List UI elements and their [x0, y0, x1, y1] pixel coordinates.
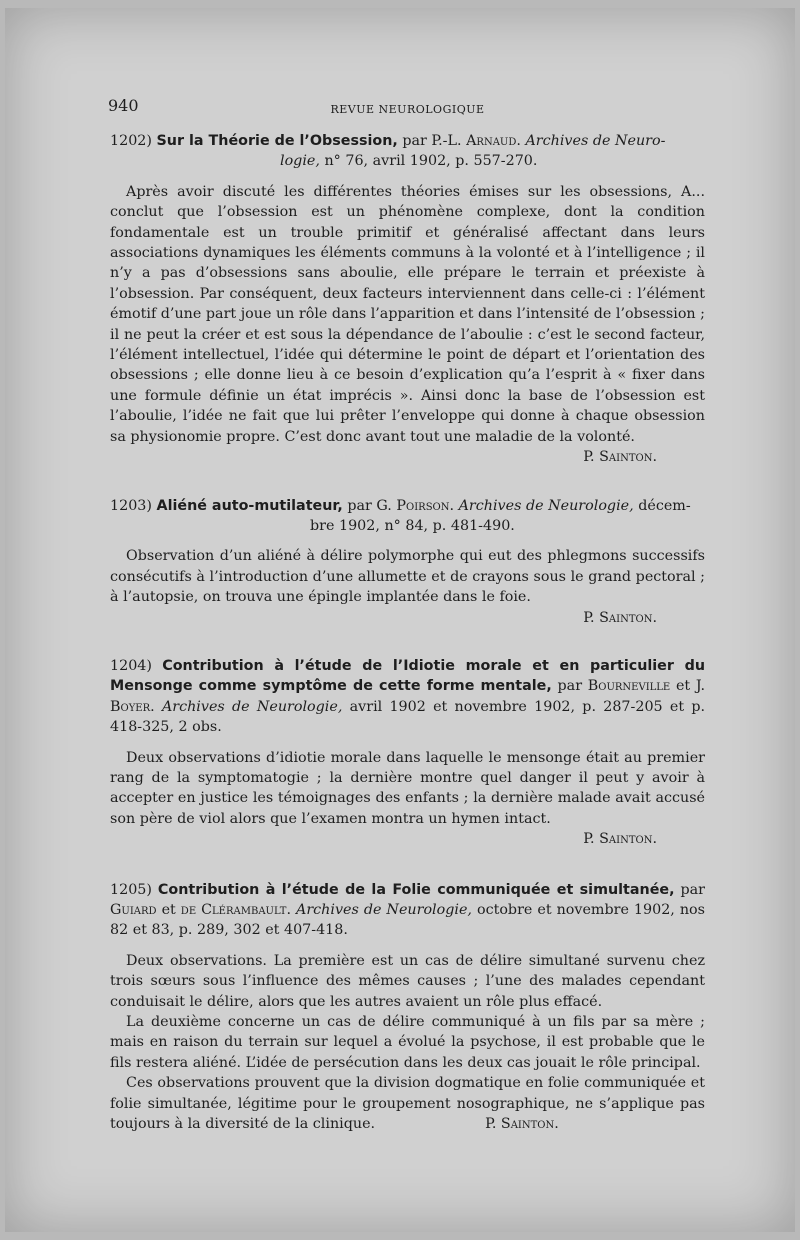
entry-journal: Archives de Neurologie, — [296, 902, 472, 918]
entry-1205 — [110, 880, 705, 1135]
entry-details: octobre et novembre 1902, nos 82 et 83, p. 289, 302 et 407-418. — [110, 902, 705, 939]
entry-citation: 1205) Contribution à l’étude de la Folie communiquée et simultanée, par Guiard et de Clérambault. Archives de Neurologie, octobre et novembre 1902, nos 82 et 83, p. 289, 302 et 407-418. — [110, 881, 706, 939]
entry-citation: 1204) Contribution à l’étude de l’Idiotie morale et en particulier du Mensonge comme symptôme de cette forme mentale, par Bourneville et J. Boyer. Archives de Neurologie, avril 1902 et novembre 1902, p. 287-205 et p. 418-325, 2 obs. — [110, 657, 706, 736]
entry-author: Poirson. — [396, 497, 455, 514]
entry-journal: Archives de Neurologie, — [161, 698, 343, 715]
entry-journal: Archives de Neurologie, — [458, 497, 634, 514]
entry-details: n° 76, avril 1902, p. 557-270. — [324, 153, 538, 170]
entry-paragraph: Deux observations. La première est un cas de délire simultané survenu chez trois sœurs sous l’influence des mêmes causes ; l’une des malades cependant conduisait le délire, alors que les autres avaient un rôle plus effacé. — [110, 952, 705, 1010]
entry-number: 1205) — [110, 881, 152, 898]
entry-title: Contribution à l’étude de l’Idiotie morale et en particulier du Mensonge comme symptôme de cette forme mentale, — [110, 657, 706, 695]
entry-details: bre 1902, n° 84, p. 481-490. — [310, 517, 515, 534]
entry-author: Arnaud. — [466, 133, 521, 149]
page-number: 940 — [108, 96, 139, 115]
entry-number: 1203) — [110, 497, 152, 514]
entry-paragraph: Ces observations prouvent que la division dogmatique en folie communiquée et folie simultanée, légitime pour le groupement nosographique, ne s’applique pas toujours à la diversité de la clinique. P. Sainton. — [110, 1075, 705, 1133]
entry-title: Sur la Théorie de l’Obsession, — [156, 133, 398, 149]
entry-author: Bourneville — [587, 678, 671, 695]
entry-title: Aliéné auto-mutilateur, — [156, 497, 343, 514]
entry-author: Guiard — [110, 902, 157, 918]
entry-details: avril 1902 et novembre 1902, p. 287-205 et p. 418-325, 2 obs. — [110, 698, 706, 736]
page-text — [110, 96, 705, 1134]
entry-paragraph: Observation d’un aliéné à délire polymorphe qui eut des phlegmons successifs consécutifs à l’introduction d’une allumette et de crayons sous le grand pectoral ; à l’autopsie, on trouva une épingle implantée dans le foie. — [110, 548, 705, 606]
entry-signature: P. Sainton. — [583, 609, 657, 626]
entry-author: Boyer. — [110, 698, 155, 715]
entry-author: de Clérambault. — [180, 902, 292, 918]
entry-number: 1202) — [110, 133, 152, 149]
entry-paragraph: Deux observations d’idiotie morale dans laquelle le mensonge était au premier rang de la symptomatogie ; la dernière montre quel danger il peut y avoir à accepter en justice les témoignages des enfants ; la dernière malade avait accusé son père de viol alors que l’examen montra un hymen intact. — [110, 749, 705, 827]
entry-1203 — [110, 496, 705, 628]
journal-page — [5, 8, 795, 1232]
entry-1204 — [110, 656, 705, 850]
entry-signature: P. Sainton. — [485, 1116, 559, 1133]
entry-citation: 1203) Aliéné auto-mutilateur, par G. Poirson. Archives de Neurologie, décem- — [110, 497, 691, 514]
entry-number: 1204) — [110, 657, 152, 674]
entry-title: Contribution à l’étude de la Folie communiquée et simultanée, — [157, 881, 675, 898]
entry-paragraph: Après avoir discuté les différentes théories émises sur les obsessions, A... conclut que l’obsession est un phénomène complexe, dont la condition fondamentale est un trouble primitif et généralisé affectant dans leurs associations dynamiques les éléments communs à la volonté et à l’intelligence ; il n’y a pas d’obsessions sans aboulie, elle prépare le terrain et préexiste à l’obsession. Par conséquent, deux facteurs interviennent dans celle-ci : l’élément émotif d’une part joue un rôle dans l’apparition et dans l’intensité de l’obsession ; il ne peut la créer et est sous la dépendance de l’aboulie : c’est le second facteur, l’élément intellectuel, l’idée qui détermine le point de départ et l’orientation des obsessions ; elle donne lieu à ce besoin d’explication qu’a l’esprit à « fixer dans une formule définie un état imprécis ». Ainsi donc la base de l’obsession est l’aboulie, l’idée ne fait que lui prêter l’enveloppe qui donne à chaque obsession sa physionomie propre. C’est donc avant tout une maladie de la volonté. — [110, 183, 705, 445]
entry-signature: P. Sainton. — [583, 449, 657, 466]
entry-signature: P. Sainton. — [583, 831, 657, 848]
entry-1202: 1202) Sur la Théorie de l’Obsession, par P.-L. Arnaud. Archives de Neuro- logie, n° 76, avril 1902, p. 557-270. Après avoir discuté les différentes théories émises sur les obsessions, A... conclut que l’obsession est un phénomène complexe, dont la condition fondamentale est un trouble primitif et généralisé affectant dans leurs associations dynamiques les éléments communs à la volonté et à l’intelligence ; il n’y a pas d’obsessions sans aboulie, elle prépare le terrain et préexiste à l’obsession. Par conséquent, deux facteurs interviennent dans celle-ci : l’élément émotif d’une part joue un rôle dans l’apparition et dans l’intensité de l’obsession ; il ne peut la créer et est sous la dépendance de l’aboulie : c’est le second facteur, l’élément intellectuel, l’idée qui détermine le point de départ et l’orientation des obsessions ; elle donne lieu à ce besoin d’explication qu’a l’esprit à « fixer dans une formule définie un état imprécis ». Ainsi donc la base de l’obsession est l’aboulie, l’idée ne fait que lui prêter l’enveloppe qui donne à chaque obsession sa physionomie propre. C’est donc avant tout une maladie de la volonté. P. Sainton. — [110, 131, 705, 468]
entry-paragraph: La deuxième concerne un cas de délire communiqué à un fils par sa mère ; mais en raison du terrain sur lequel a évolué la psychose, il est probable que le fils restera aliéné. L’idée de persécution dans les deux cas jouait le rôle principal. — [110, 1014, 705, 1071]
running-title: REVUE NEUROLOGIQUE — [330, 103, 485, 116]
page-header — [110, 96, 705, 118]
entry-citation: 1202) Sur la Théorie de l’Obsession, par P.-L. Arnaud. Archives de Neuro- — [110, 133, 666, 149]
entry-journal: Archives de Neuro- — [525, 133, 666, 149]
